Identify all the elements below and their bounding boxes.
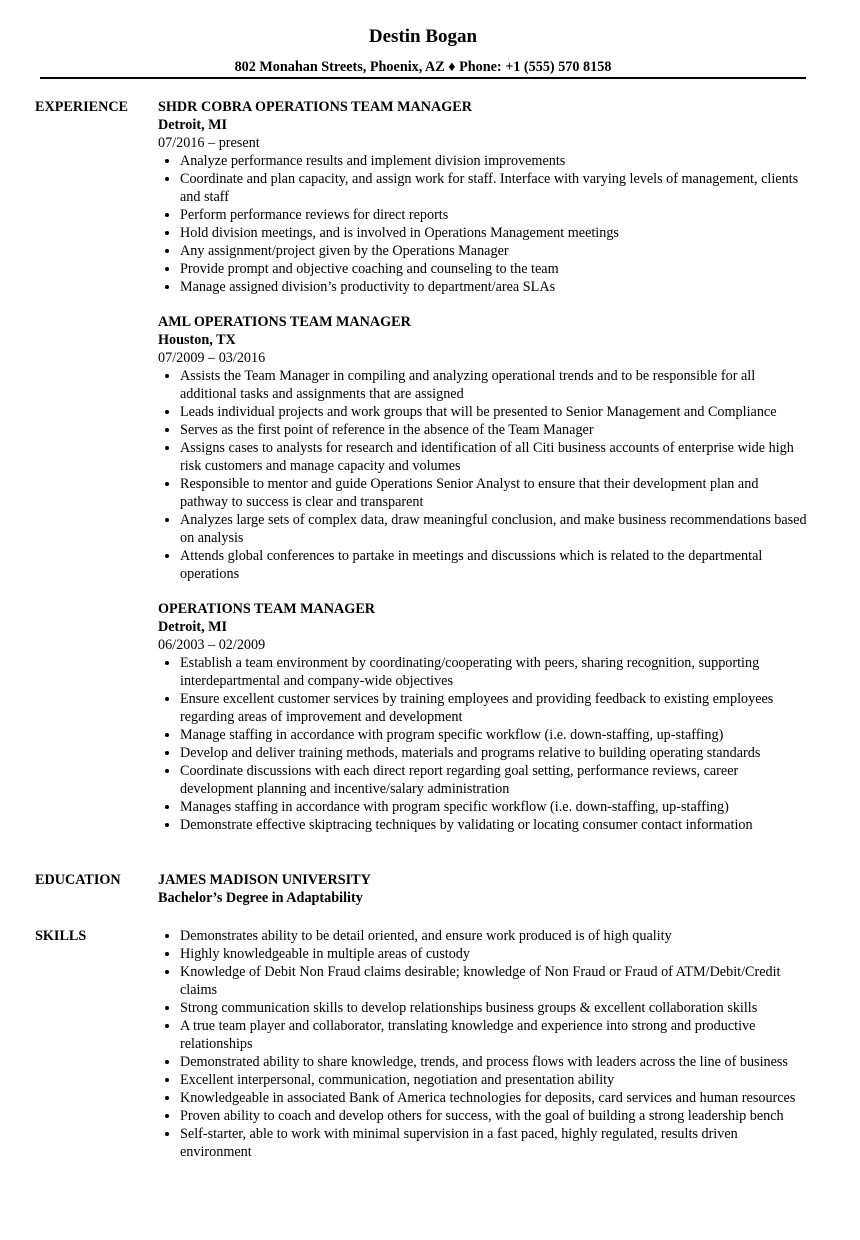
job-title: SHDR COBRA OPERATIONS TEAM MANAGER bbox=[158, 99, 472, 115]
job-dates: 07/2009 – 03/2016 bbox=[158, 350, 266, 366]
bullet-item: • Coordinate and plan capacity, and assign work for staff. Interface with varying levels of management, clients and staff bbox=[180, 170, 810, 206]
skills-heading: SKILLS bbox=[35, 928, 87, 944]
skill-item: • Demonstrates ability to be detail oriented, and ensure work produced is of high quality bbox=[180, 927, 810, 945]
header-divider bbox=[40, 77, 806, 79]
bullet-item: • Leads individual projects and work groups that will be presented to Senior Management and Compliance bbox=[180, 403, 810, 421]
skill-item: • Proven ability to coach and develop others for success, with the goal of building a strong leadership bench bbox=[180, 1107, 810, 1125]
job-entry bbox=[158, 313, 810, 583]
bullet-item: • Establish a team environment by coordinating/cooperating with peers, sharing recognition, supporting interdepartmental and company-wide objectives bbox=[180, 654, 810, 690]
job-location: Detroit, MI bbox=[158, 117, 228, 133]
job-bullets bbox=[158, 152, 810, 296]
skill-item: • Excellent interpersonal, communication, negotiation and presentation ability bbox=[180, 1071, 810, 1089]
education-heading: EDUCATION bbox=[35, 872, 121, 888]
degree-name: Bachelor’s Degree in Adaptability bbox=[158, 890, 363, 906]
job-dates: 06/2003 – 02/2009 bbox=[158, 637, 266, 653]
bullet-item: • Attends global conferences to partake in meetings and discussions which is related to the departmental operations bbox=[180, 547, 810, 583]
experience-heading: EXPERIENCE bbox=[35, 99, 129, 115]
bullet-item: • Assigns cases to analysts for research and identification of all Citi business accounts of enterprise wide high risk customers and manage capacity and volumes bbox=[180, 439, 810, 475]
job-location: Detroit, MI bbox=[158, 619, 228, 635]
job-dates: 07/2016 – present bbox=[158, 135, 260, 151]
bullet-item: • Perform performance reviews for direct reports bbox=[180, 206, 810, 224]
job-entry bbox=[158, 98, 810, 296]
skill-item: • A true team player and collaborator, translating knowledge and experience into strong and productive relationships bbox=[180, 1017, 810, 1053]
contact-line: 802 Monahan Streets, Phoenix, AZ ♦ Phone: +1 (555) 570 8158 bbox=[234, 59, 612, 75]
job-location: Houston, TX bbox=[158, 332, 236, 348]
skill-item: • Strong communication skills to develop relationships business groups & excellent collaboration skills bbox=[180, 999, 810, 1017]
skill-item: • Self-starter, able to work with minimal supervision in a fast paced, highly regulated, results driven environment bbox=[180, 1125, 810, 1161]
bullet-item: • Coordinate discussions with each direct report regarding goal setting, performance reviews, career development planning and incentive/salary administration bbox=[180, 762, 810, 798]
bullet-item: • Serves as the first point of reference in the absence of the Team Manager bbox=[180, 421, 810, 439]
experience-body bbox=[158, 98, 810, 834]
bullet-item: • Ensure excellent customer services by training employees and providing feedback to existing employees regarding areas of improvement and development bbox=[180, 690, 810, 726]
bullet-item: • Analyze performance results and implement division improvements bbox=[180, 152, 810, 170]
bullet-item: • Manage assigned division’s productivity to department/area SLAs bbox=[180, 278, 810, 296]
job-bullets bbox=[158, 654, 810, 834]
bullet-item: • Any assignment/project given by the Operations Manager bbox=[180, 242, 810, 260]
job-bullets bbox=[158, 367, 810, 583]
education-body bbox=[158, 871, 810, 907]
skill-item: • Highly knowledgeable in multiple areas of custody bbox=[180, 945, 810, 963]
job-title: AML OPERATIONS TEAM MANAGER bbox=[158, 314, 411, 330]
skill-item: • Knowledge of Debit Non Fraud claims desirable; knowledge of Non Fraud or Fraud of ATM/Debit/Credit claims bbox=[180, 963, 810, 999]
job-title: OPERATIONS TEAM MANAGER bbox=[158, 601, 376, 617]
bullet-item: • Manages staffing in accordance with program specific workflow (i.e. down-staffing, up-staffing) bbox=[180, 798, 810, 816]
bullet-item: • Responsible to mentor and guide Operations Senior Analyst to ensure that their development plan and pathway to success is clear and transparent bbox=[180, 475, 810, 511]
bullet-item: • Manage staffing in accordance with program specific workflow (i.e. down-staffing, up-staffing) bbox=[180, 726, 810, 744]
bullet-item: • Assists the Team Manager in compiling and analyzing operational trends and to be responsible for all additional tasks and assignments that are assigned bbox=[180, 367, 810, 403]
skills-list bbox=[158, 927, 810, 1161]
skill-item: • Knowledgeable in associated Bank of America technologies for deposits, card services and human resources bbox=[180, 1089, 810, 1107]
candidate-name: Destin Bogan bbox=[368, 26, 478, 47]
school-name: JAMES MADISON UNIVERSITY bbox=[158, 872, 371, 888]
skill-item: • Demonstrated ability to share knowledge, trends, and process flows with leaders across the line of business bbox=[180, 1053, 810, 1071]
bullet-item: • Develop and deliver training methods, materials and programs relative to building operating standards bbox=[180, 744, 810, 762]
bullet-item: • Analyzes large sets of complex data, draw meaningful conclusion, and make business recommendations based on analysis bbox=[180, 511, 810, 547]
skills-body bbox=[158, 927, 810, 1161]
bullet-item: • Provide prompt and objective coaching and counseling to the team bbox=[180, 260, 810, 278]
job-entry bbox=[158, 600, 810, 834]
bullet-item: • Demonstrate effective skiptracing techniques by validating or locating consumer contact information bbox=[180, 816, 810, 834]
bullet-item: • Hold division meetings, and is involved in Operations Management meetings bbox=[180, 224, 810, 242]
